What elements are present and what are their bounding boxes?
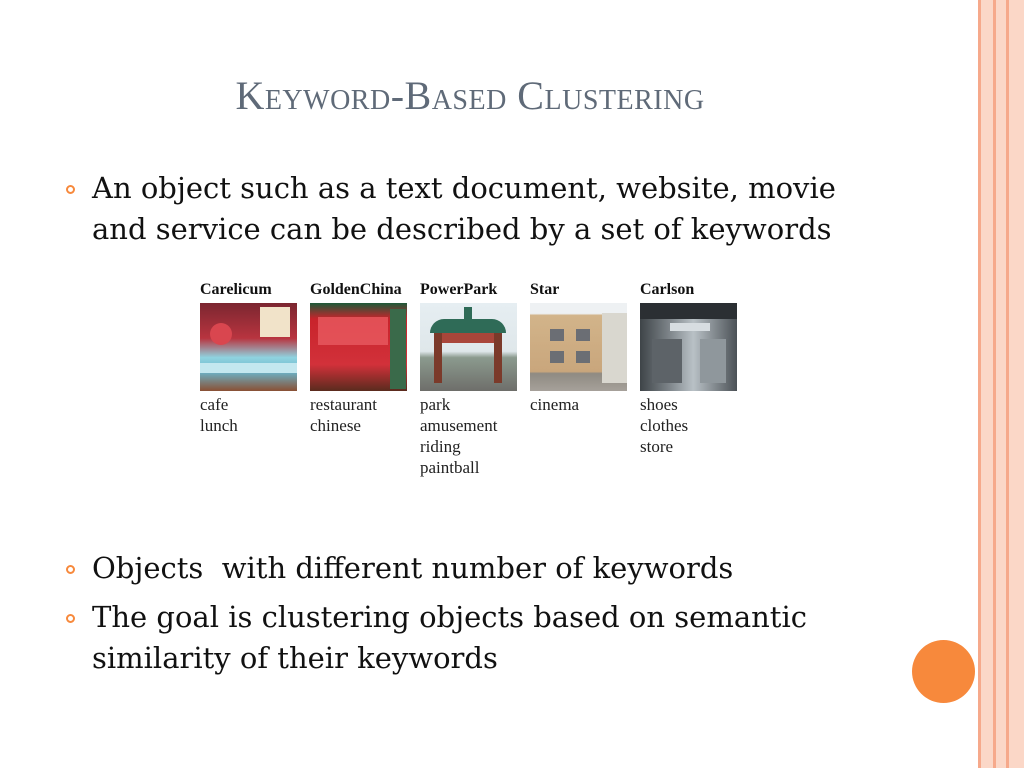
bullet-item [66, 548, 896, 589]
object-name: GoldenChina [310, 281, 402, 298]
object-keywords [200, 394, 300, 436]
object-name: Star [530, 281, 560, 298]
store-street-photo [640, 303, 737, 391]
keyword-objects-figure [198, 280, 758, 490]
keyword: shoes [640, 395, 678, 414]
slide-frame-stripe-3 [1009, 0, 1024, 768]
bullet-item [66, 597, 896, 679]
object-name: Carelicum [200, 281, 272, 298]
keyword: chinese [310, 416, 361, 435]
cafe-photo [200, 303, 297, 391]
object-keywords [530, 394, 630, 415]
bullet-marker-icon [66, 614, 75, 623]
keyword: lunch [200, 416, 238, 435]
bullet-text: An object such as a text document, website, movie and service can be described by a set of keywords [92, 171, 836, 246]
keyword: cinema [530, 395, 580, 414]
bullet-marker-icon [66, 565, 75, 574]
object-card [310, 280, 410, 436]
object-card [200, 280, 300, 436]
bullet-text: Objects with different number of keywords [92, 551, 734, 585]
bullet-marker-icon [66, 185, 75, 194]
slide-frame-stripe-2 [996, 0, 1006, 768]
bullet-text: The goal is clustering objects based on semantic similarity of their keywords [92, 600, 807, 675]
keyword: paintball [420, 458, 480, 477]
decorative-orange-circle [912, 640, 975, 703]
object-name: Carlson [640, 281, 695, 298]
slide-title: Keyword-Based Clustering [235, 73, 705, 118]
keyword: store [640, 437, 674, 456]
bullet-item [66, 168, 896, 250]
park-gate-photo [420, 303, 517, 391]
keyword: cafe [200, 395, 229, 414]
keyword: restaurant [310, 395, 378, 414]
object-keywords [420, 394, 520, 478]
keyword: park [420, 395, 451, 414]
keyword: clothes [640, 416, 689, 435]
keyword: amusement [420, 416, 498, 435]
keyword: riding [420, 437, 461, 456]
object-name: PowerPark [420, 281, 498, 298]
cinema-building-photo [530, 303, 627, 391]
object-keywords [640, 394, 740, 457]
object-card [530, 280, 630, 415]
object-card [640, 280, 740, 457]
object-keywords [310, 394, 410, 436]
restaurant-photo [310, 303, 407, 391]
object-card [420, 280, 520, 478]
slide-frame-stripe [981, 0, 993, 768]
